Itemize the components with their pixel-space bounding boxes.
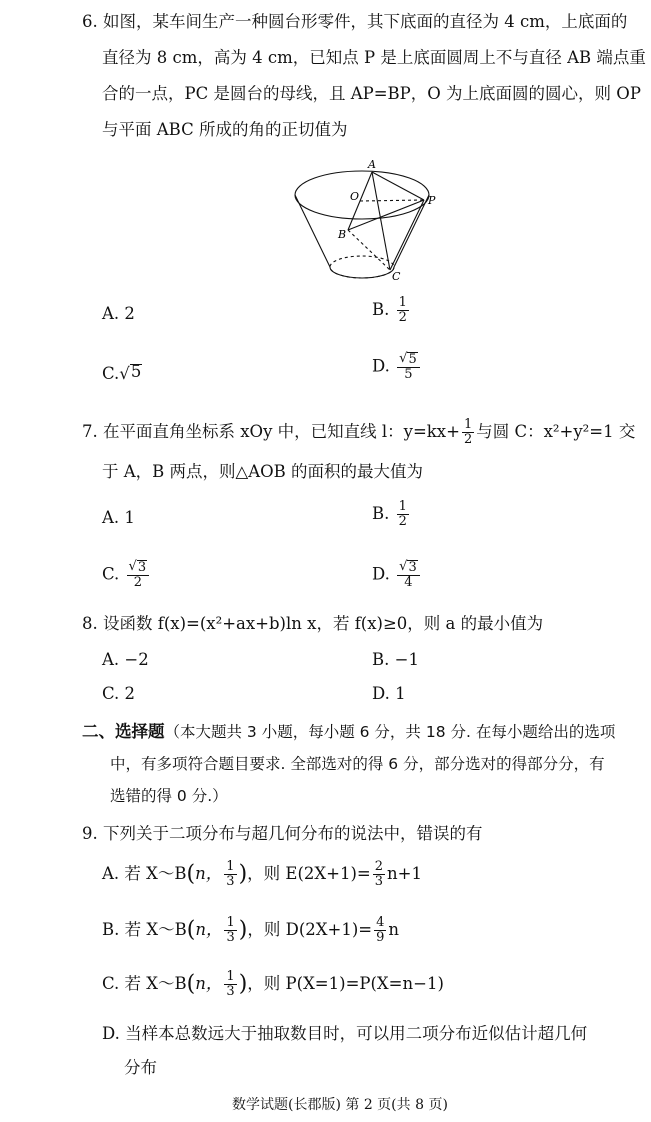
section-2-line-3: 选错的得 0 分.） (110, 787, 228, 805)
page-footer: 数学试题(长郡版) 第 2 页(共 8 页) (232, 1097, 448, 1113)
q8-option-d: D. 1 (372, 684, 406, 703)
q9-option-a: A. 若 X～B(n， $\frac{1}{3}$ )，则 E(2X+1)= $\frac{2}{3}$ n+1 (102, 859, 422, 889)
q6-option-d: D. √ 5 5 (372, 352, 422, 382)
q8-line-1: 8. 设函数 f(x)=(x²+ax+b)ln x，若 f(x)≥0，则 a 的最小值为 (82, 614, 544, 633)
q7-line-2: 于 A，B 两点，则△AOB 的面积的最大值为 (102, 462, 424, 481)
q6-line-4: 与平面 ABC 所成的角的正切值为 (102, 120, 348, 139)
q8-option-b: B. −1 (372, 650, 419, 669)
label-P: P (428, 194, 436, 207)
q9-stem: 9. 下列关于二项分布与超几何分布的说法中，错误的有 (82, 824, 483, 843)
section-2-title: 二、选择题 (82, 722, 165, 741)
q9-option-b: B. 若 X～B(n， $\frac{1}{3}$ )，则 D(2X+1)= $\frac{4}{9}$ n (102, 915, 400, 945)
q6-line-2: 直径为 8 cm，高为 4 cm，已知点 P 是上底面圆周上不与直径 AB 端点重 (102, 48, 646, 67)
q6-line-1: 6. 如图，某车间生产一种圆台形零件，其下底面的直径为 4 cm，上底面的 (82, 12, 628, 31)
q9-option-d-line-2: 分布 (124, 1058, 157, 1077)
q9-option-d-line-1: D. 当样本总数远大于抽取数目时，可以用二项分布近似估计超几何 (102, 1024, 588, 1043)
label-O: O (350, 190, 360, 203)
q7-option-d: D. √ 3 4 (372, 560, 422, 590)
section-2-line-1: （本大题共 3 小题，每小题 6 分，共 18 分. 在每小题给出的选项 (164, 723, 616, 741)
q7-option-b: B. $\frac{1}{2}$ (372, 499, 407, 529)
q8-option-a: A. −2 (102, 650, 149, 669)
label-A: A (368, 158, 376, 171)
frustum-figure (280, 150, 450, 290)
q6-option-b: B. $\frac{1}{2}$ (372, 295, 407, 325)
q8-option-c: C. 2 (102, 684, 136, 703)
q7-option-c: C. √ 3 2 (102, 560, 151, 590)
q6-option-c: C.√ 5 (102, 362, 142, 383)
q7-line-1: 7. 在平面直角坐标系 xOy 中，已知直线 l：y=kx+ $\frac{1}{2}$ 与圆 C：x²+y²=1 交 (82, 417, 636, 447)
q6-line-3: 合的一点，PC 是圆台的母线，且 AP=BP，O 为上底面圆的圆心，则 OP (102, 84, 641, 103)
section-2-line-2: 中，有多项符合题目要求. 全部选对的得 6 分，部分选对的得部分分，有 (110, 755, 605, 773)
q6-option-a: A. 2 (102, 304, 135, 323)
q7-option-a: A. 1 (102, 508, 135, 527)
q9-option-c: C. 若 X～B(n， $\frac{1}{3}$ )，则 P(X=1)=P(X=n−1) (102, 969, 444, 999)
label-B: B (338, 228, 347, 241)
label-C: C (392, 270, 401, 283)
